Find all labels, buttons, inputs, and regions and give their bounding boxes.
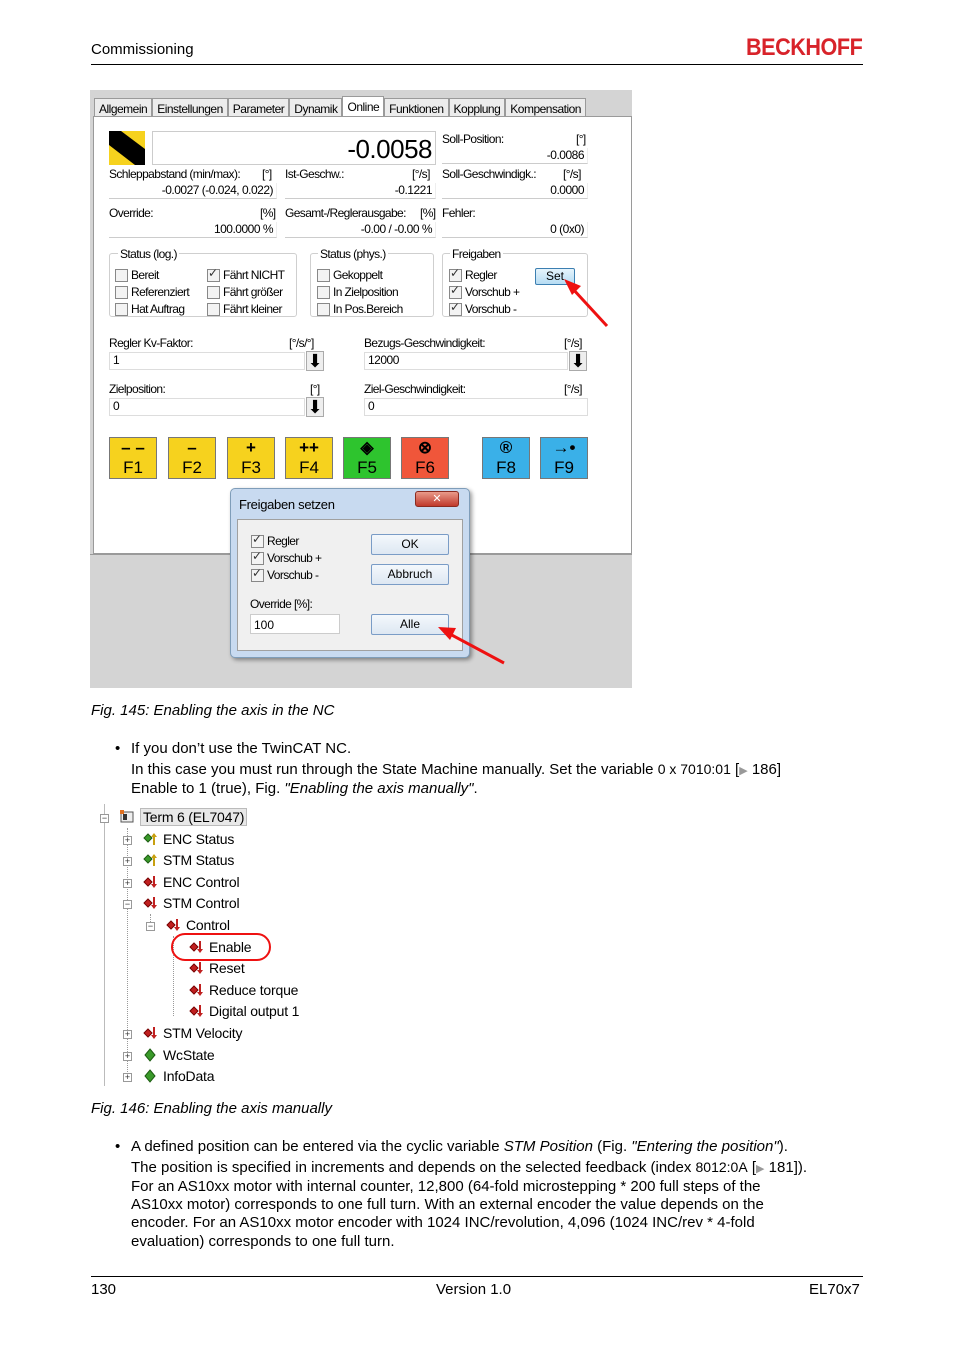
tree-item[interactable] (143, 831, 234, 847)
bullet1-text: In this case you must run through the State Machine manually. Set the variable (131, 761, 658, 778)
dialog-abbruch-button[interactable]: Abbruch (371, 564, 449, 585)
ziel-geschw-unit: [°/s] (564, 382, 582, 396)
fkey-symbol: – – (121, 438, 145, 457)
collapse-icon[interactable]: − (147, 921, 154, 931)
tab-allgemein[interactable]: Allgemein (94, 98, 152, 117)
dialog-override-label: Override [%]: (250, 597, 313, 611)
fkey-symbol: ++ (299, 438, 319, 457)
fkey-label: F1 (123, 458, 143, 477)
fig-ref-link[interactable]: "Enabling the axis manually" (284, 780, 474, 797)
header-title: Commissioning (91, 41, 194, 58)
ziel-geschw-label: Ziel-Geschwindigkeit: (364, 382, 466, 396)
tab-kompensation[interactable]: Kompensation (505, 98, 586, 117)
fkey-label: F8 (496, 458, 516, 477)
tree-item-label: InfoData (163, 1068, 215, 1085)
fkey-symbol: ® (499, 438, 513, 457)
bullet2-line6: evaluation) corresponds to one full turn. (131, 1233, 395, 1250)
bullet2-line5: encoder. For an AS10xx motor encoder with 1024 INC/revolution, 4,096 (1024 INC/rev * 4-fold (131, 1214, 755, 1231)
status-faehrt-nicht-checkbox: Fährt NICHT ✓ (207, 268, 284, 282)
fkey-symbol: ⊗ (417, 438, 433, 457)
tab-funktionen[interactable]: Funktionen (384, 98, 448, 117)
dialog-title: Freigaben setzen (239, 497, 335, 512)
fkey-label: F2 (182, 458, 202, 477)
figure-145-caption: Fig. 145: Enabling the axis in the NC (91, 702, 335, 719)
collapse-icon[interactable]: − (124, 899, 131, 910)
output-variable-icon (189, 983, 203, 997)
ist-geschw-label: Ist-Geschw.: (285, 167, 344, 181)
tree-item[interactable] (166, 917, 230, 933)
variable-7010: 0 x 7010:01 (657, 761, 731, 777)
status-in-zielposition-checkbox: In Zielposition (317, 285, 398, 299)
regler-kv-input[interactable]: 1 (109, 352, 305, 370)
freigaben-title: Freigaben (452, 247, 501, 261)
fkey-label: F6 (415, 458, 435, 477)
tab-online[interactable]: Online (342, 96, 384, 118)
bezugs-input[interactable]: 12000 (364, 352, 568, 370)
dialog-close-button[interactable]: ✕ (415, 491, 459, 507)
status-hat-auftrag-checkbox: Hat Auftrag (115, 302, 184, 316)
schleppabstand-unit: [°] (262, 167, 272, 181)
expand-icon[interactable]: + (124, 1072, 131, 1083)
schleppabstand-value: -0.0027 (-0.024, 0.022) (109, 183, 277, 199)
download-ziel-icon[interactable]: ⬇ (307, 397, 323, 417)
status-log-title: Status (log.) (120, 247, 177, 261)
tree-left-border (104, 804, 105, 1086)
tree-item-label: Control (186, 917, 230, 933)
tab-einstellungen[interactable]: Einstellungen (152, 98, 228, 117)
state-icon (143, 1069, 157, 1083)
figure-146-caption: Fig. 146: Enabling the axis manually (91, 1100, 332, 1117)
product-label: EL70x7 (809, 1281, 860, 1298)
bezugs-unit: [°/s] (564, 336, 582, 350)
tree-item[interactable] (143, 852, 234, 868)
red-arrow-set (90, 90, 632, 688)
position-display: -0.0058 (152, 131, 436, 165)
fkey-label: F9 (554, 458, 574, 477)
zielposition-label: Zielposition: (109, 382, 166, 396)
gesamt-value: -0.00 / -0.00 % (285, 222, 436, 238)
tab-kopplung[interactable]: Kopplung (449, 98, 506, 117)
output-variable-icon (143, 875, 157, 889)
bullet2-line4: AS10xx motor) corresponds to one full turn. With an external encoder the value depends on the (131, 1196, 764, 1213)
page-ref-link[interactable]: 181 (768, 1159, 794, 1176)
freigabe-vorschub-minus-checkbox[interactable]: Vorschub - ✓ (449, 302, 516, 316)
output-variable-icon (143, 896, 157, 910)
b2-text: The position is specified in increments and depends on the selected feedback (index (131, 1159, 696, 1176)
fkey-label: F4 (299, 458, 319, 477)
bullet-marker: • (115, 740, 121, 757)
ist-geschw-unit: [°/s] (412, 167, 430, 181)
regler-kv-unit: [°/s/°] (289, 336, 314, 350)
status-faehrt-groesser-checkbox: Fährt größer (207, 285, 283, 299)
terminal-icon (120, 810, 134, 824)
tab-parameter[interactable]: Parameter (228, 98, 290, 117)
b2-var: STM Position (503, 1138, 593, 1155)
ist-geschw-value: -0.1221 (285, 183, 436, 199)
header-divider (91, 64, 863, 65)
page-number: 130 (91, 1281, 117, 1298)
tree-item-label: Enable (209, 938, 252, 955)
override-value: 100.0000 % (109, 222, 277, 238)
bezugs-label: Bezugs-Geschwindigkeit: (364, 336, 485, 350)
fehler-value: 0 (0x0) (442, 222, 588, 238)
status-in-pos-bereich-checkbox: In Pos.Bereich (317, 302, 403, 316)
tree-item-label: Digital output 1 (209, 1003, 300, 1020)
fkey-symbol: →• (552, 438, 576, 457)
tree-item[interactable] (120, 809, 247, 825)
bullet-marker: • (115, 1138, 121, 1155)
zielposition-unit: [°] (310, 382, 320, 396)
dialog-regler-checkbox[interactable]: Regler ✓ (251, 534, 299, 548)
dialog-override-input[interactable]: 100 (250, 614, 340, 634)
tree-item[interactable] (189, 982, 298, 998)
expand-icon[interactable]: + (124, 877, 131, 888)
tree-item-label: Term 6 (EL7047) (140, 808, 247, 826)
fehler-label: Fehler: (442, 206, 476, 220)
freigabe-regler-checkbox[interactable]: Regler ✓ (449, 268, 497, 282)
enable-highlight-ellipse (171, 933, 271, 961)
bullet1-text3-end: . (473, 780, 478, 797)
output-variable-icon (189, 1004, 203, 1018)
tree-item[interactable] (143, 874, 239, 890)
tree-item[interactable] (143, 1068, 214, 1084)
gesamt-unit: [%] (420, 206, 436, 220)
expand-icon[interactable]: + (124, 1029, 131, 1039)
set-button[interactable]: Set (535, 268, 575, 285)
state-icon (143, 1048, 157, 1062)
tree-item[interactable] (143, 895, 239, 911)
input-variable-icon (143, 853, 157, 867)
bullet2-line3: For an AS10xx motor with internal counter, 12,800 (64-fold microstepping * 200 full steps of the (131, 1178, 761, 1195)
dialog-alle-button[interactable]: Alle (371, 614, 449, 635)
status-gekoppelt-checkbox: Gekoppelt (317, 268, 382, 282)
soll-geschw-value: 0.0000 (442, 183, 588, 199)
tree-item-label: WcState (163, 1046, 215, 1063)
dialog-ok-button[interactable]: OK (371, 534, 449, 555)
regler-kv-label: Regler Kv-Faktor: (109, 336, 193, 350)
output-variable-icon (189, 961, 203, 975)
tree-item-label: Reset (209, 960, 245, 977)
nc-online-screenshot (90, 90, 632, 688)
page-ref-link[interactable]: 186 (751, 761, 777, 778)
input-variable-icon (143, 832, 157, 846)
tree-item[interactable] (143, 1047, 215, 1063)
collapse-icon[interactable]: − (101, 813, 108, 823)
tree-item-label: STM Control (163, 895, 240, 912)
override-label: Override: (109, 206, 153, 220)
b2-text: A defined position can be entered via the cyclic variable (131, 1138, 504, 1155)
dialog-vorschub-plus-checkbox[interactable]: Vorschub + ✓ (251, 551, 321, 565)
output-variable-icon (143, 1026, 157, 1040)
dialog-vorschub-minus-checkbox[interactable]: Vorschub - ✓ (251, 568, 318, 582)
fkey-label: F5 (357, 458, 377, 477)
tree-item-label: ENC Status (163, 830, 235, 847)
fkey-symbol: – (187, 438, 197, 457)
bullet2-line1 (131, 1137, 788, 1156)
expand-icon[interactable]: + (124, 856, 131, 867)
bullet2-line2: The position is specified in increments and depends on the selected feedback (index 8012:0A [▶ 181]). (131, 1159, 808, 1176)
footer-divider (91, 1276, 863, 1277)
output-variable-icon (166, 918, 180, 932)
b2-text: (Fig. (592, 1138, 632, 1155)
soll-position-label: Soll-Position: (442, 132, 504, 146)
io-tree-screenshot (96, 804, 326, 1088)
soll-geschw-label: Soll-Geschwindigk.: (442, 167, 536, 181)
fig-ref-link[interactable]: "Entering the position" (631, 1138, 779, 1155)
expand-icon[interactable]: + (124, 834, 131, 845)
fkey-symbol: + (246, 438, 256, 457)
version-label: Version 1.0 (436, 1281, 512, 1298)
bullet1-text3: Enable to 1 (true), Fig. (131, 780, 285, 797)
tree-item-label: STM Velocity (163, 1025, 243, 1041)
status-phys-title: Status (phys.) (320, 247, 386, 261)
bullet1-line1: If you don’t use the TwinCAT NC. (131, 740, 352, 757)
status-bereit-checkbox: Bereit (115, 268, 159, 282)
tree-item-label: Reduce torque (209, 981, 299, 998)
download-bezugs-icon[interactable]: ⬇ (570, 351, 586, 371)
download-kv-icon[interactable]: ⬇ (307, 351, 323, 371)
bullet1-line3 (131, 779, 478, 798)
tab-dynamik[interactable]: Dynamik (289, 98, 342, 117)
link-arrow-icon: ▶ (739, 765, 748, 777)
override-unit: [%] (260, 206, 276, 220)
tree-item-label: STM Status (163, 852, 235, 869)
beckhoff-logo: BECKHOFF (746, 34, 863, 61)
status-referenziert-checkbox: Referenziert (115, 285, 189, 299)
tree-item[interactable] (189, 960, 245, 976)
soll-position-unit: [°] (576, 132, 586, 146)
tree-item[interactable] (189, 1003, 299, 1019)
schleppabstand-label: Schleppabstand (min/max): (109, 167, 241, 181)
tree-item-label: ENC Control (163, 873, 240, 890)
expand-icon[interactable]: + (124, 1050, 131, 1061)
b2-text: ]). (793, 1159, 808, 1176)
soll-geschw-unit: [°/s] (563, 167, 581, 181)
b2-text: ). (778, 1138, 788, 1155)
status-faehrt-kleiner-checkbox: Fährt kleiner (207, 302, 282, 316)
variable-8012: 8012:0A (695, 1159, 748, 1175)
bullet1-line2: In this case you must run through the State Machine manually. Set the variable 0 x 7010:01 [▶ 186] (131, 761, 782, 778)
gesamt-label: Gesamt-/Reglerausgabe: (285, 206, 406, 220)
fkey-symbol: ◈ (360, 438, 374, 457)
soll-position-value: -0.0086 (442, 148, 588, 164)
tree-item[interactable] (143, 1025, 242, 1041)
zielposition-input[interactable]: 0 (109, 398, 305, 416)
link-arrow-icon: ▶ (756, 1163, 765, 1175)
freigabe-vorschub-plus-checkbox[interactable]: Vorschub + ✓ (449, 285, 519, 299)
fkey-label: F3 (241, 458, 261, 477)
ziel-geschw-input[interactable]: 0 (364, 398, 588, 416)
